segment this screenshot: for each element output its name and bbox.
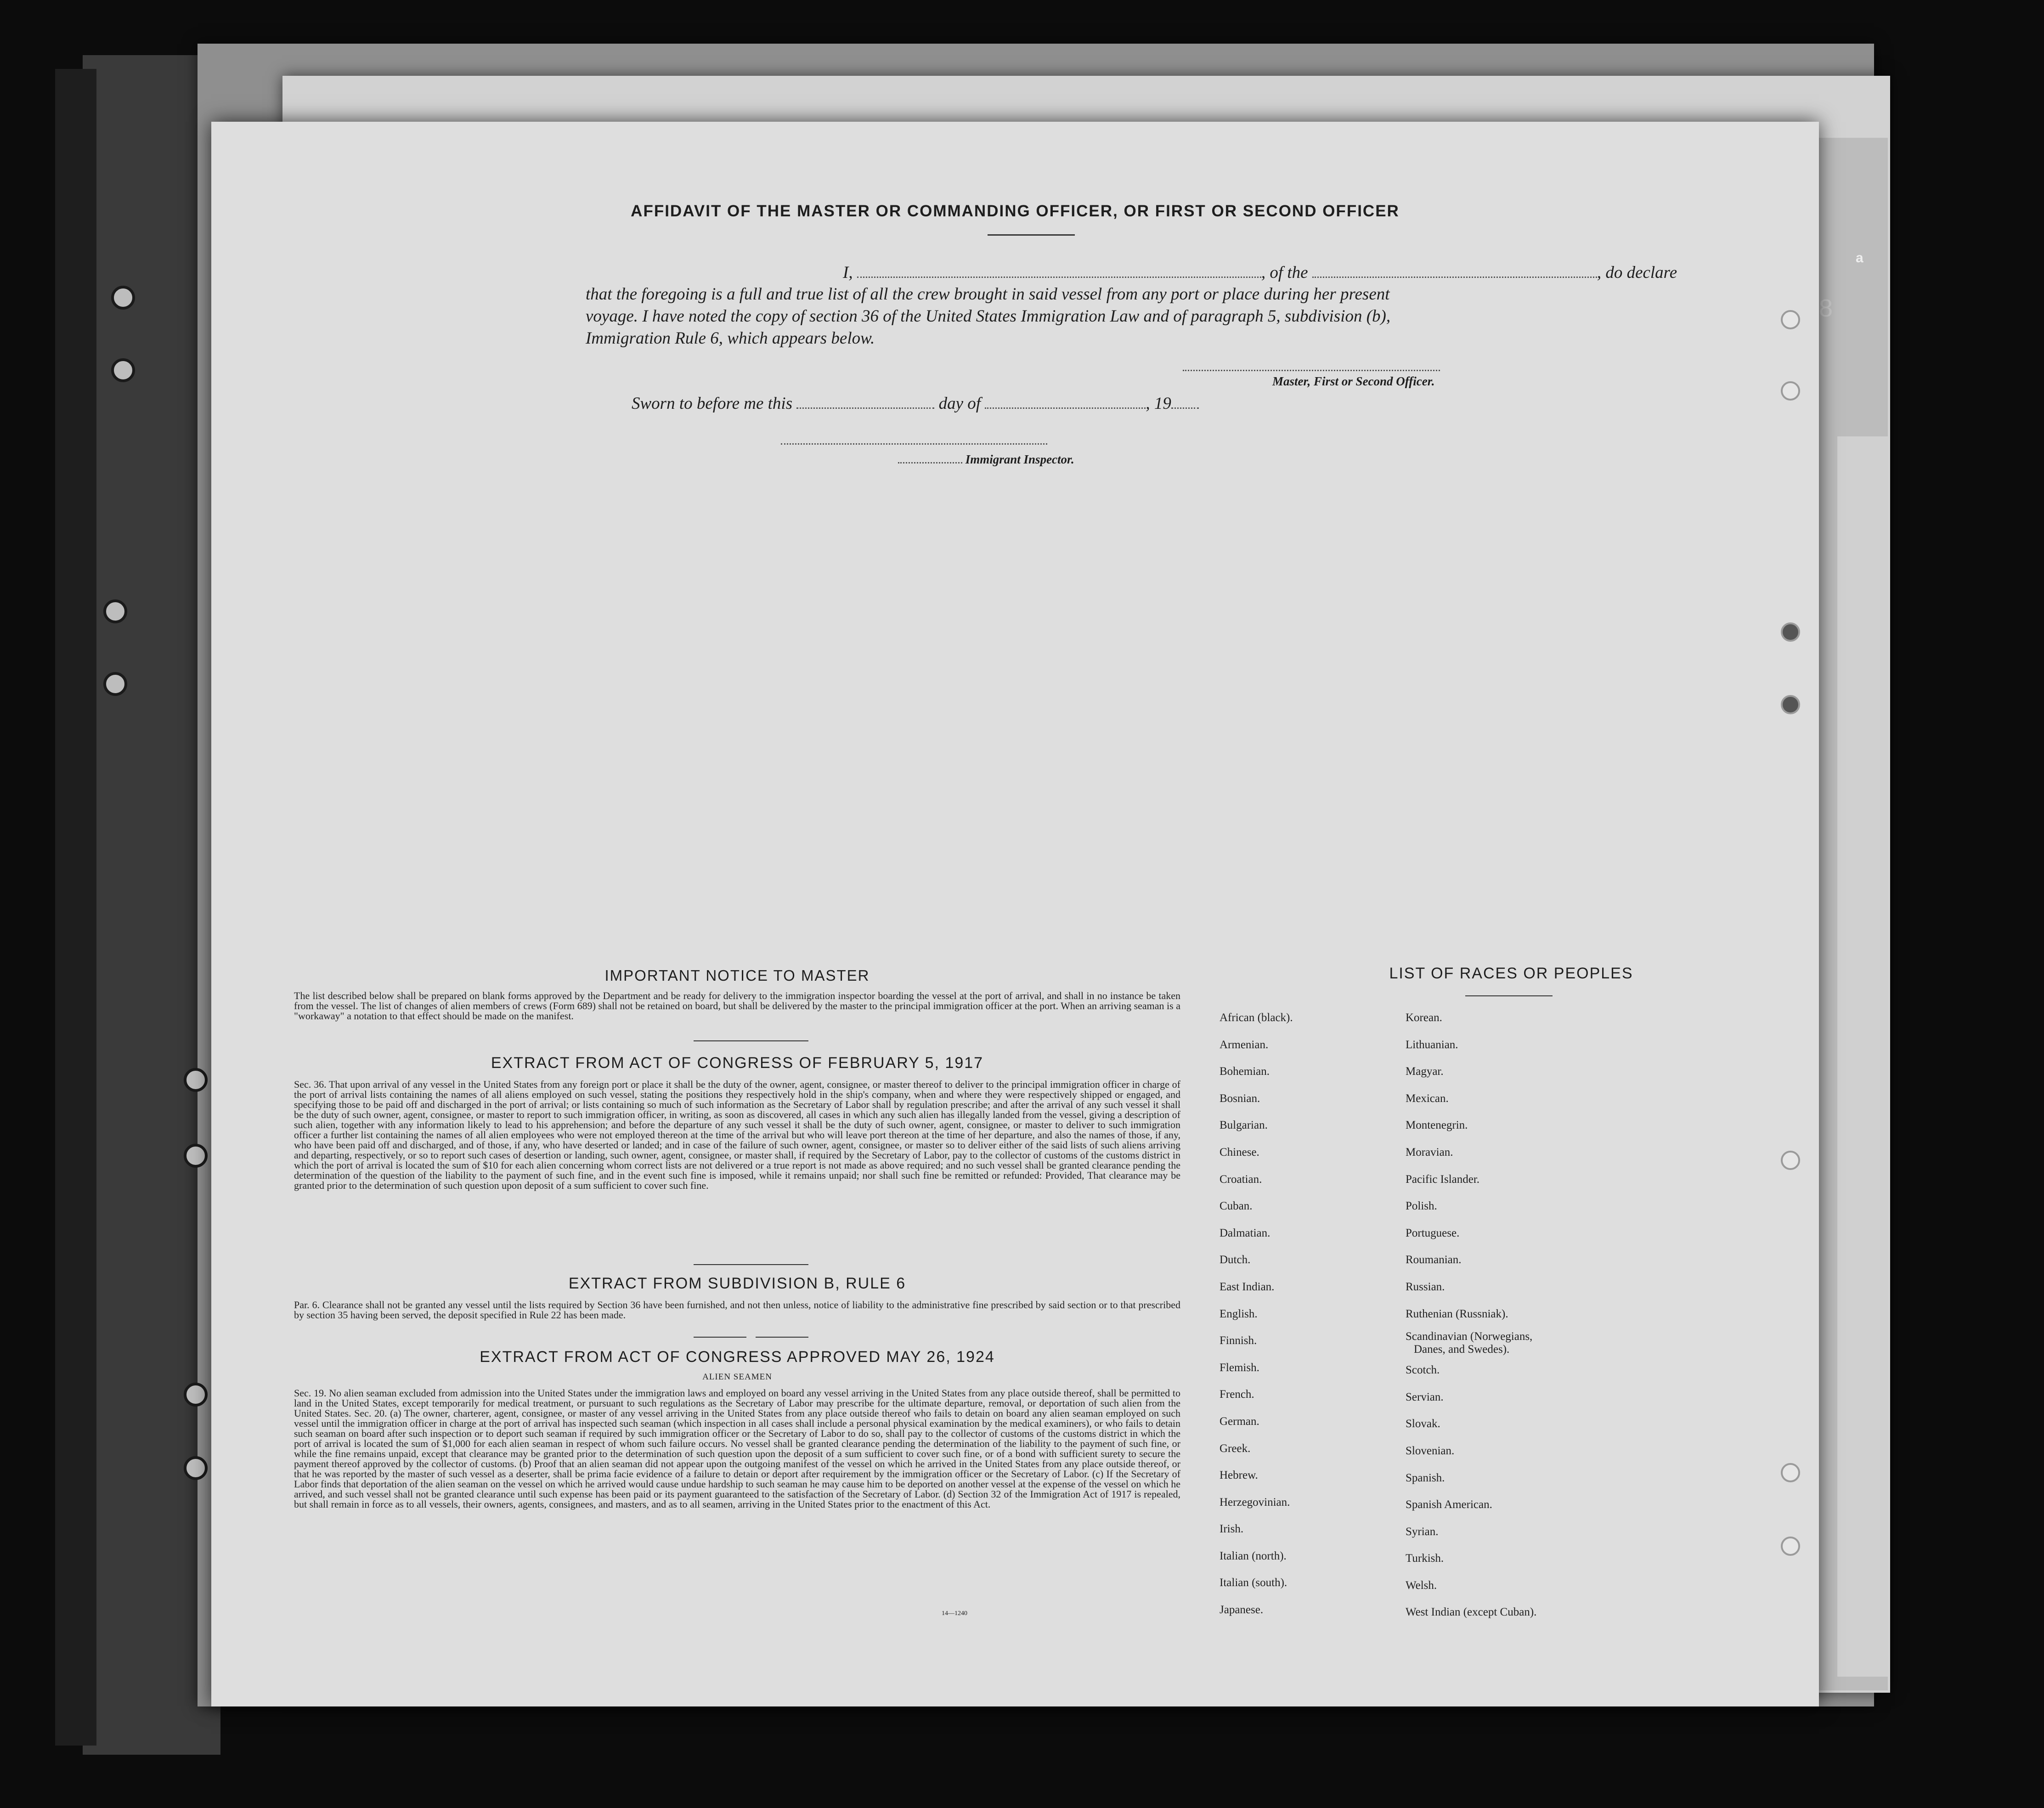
race-item: East Indian. <box>1220 1280 1275 1293</box>
race-item: Slovak. <box>1406 1418 1440 1430</box>
sworn-day-blank[interactable] <box>796 407 934 409</box>
race-item: Russian. <box>1406 1280 1445 1293</box>
extract-1924-body: Sec. 19. No alien seaman excluded from admission into the United States under the immigration laws and employed on board any vessel arriving in the United States from any place outside thereof, shall be permitted to land in the United States, except temporarily for medical treatment, or pursuant to such regulations as the Secretary of Labor may prescribe for the ultimate departure, removal, or deportation of such alien from the United States. Sec. 20. (a) The owner, charterer, agent, consignee, or master of any vessel arriving in the United States from any place outside thereof who fails to detain on board any alien seaman employed on such vessel until the immigration officer in charge at the port of arrival has inspected such seaman (which inspection in all cases shall include a personal physical examination by the medical examiners), or who fails to detain such seaman on board after such inspection or to deport such seaman if required by such immigration officer or the Secretary of Labor to do so, shall pay to the collector of customs of the customs district in which the port of arrival is located the sum of $1,000 for each alien seaman in respect of whom such failure occurs. No vessel shall be granted clearance pending the determination of the liability to the payment of such fine, or while the fine remains unpaid, except that clearance may be granted prior to the determination of such question upon the deposit of a sum sufficient to cover such fine, or of a bond with sufficient surety to secure the payment thereof approved by the collector of customs. (b) Proof that an alien seaman did not appear upon the outgoing manifest of the vessel on which he arrived in the United States from any place outside thereof, or that he was reported by the master of such vessel as a deserter, shall be prima facie evidence of a failure to detain or deport after requirement by the immigration officer or the Secretary of Labor. (c) If the Secretary of Labor finds that deportation of the alien seaman on the vessel on which he arrived would cause undue hardship to such seaman he may cause him to be deported on another vessel at the expense of the vessel on which he arrived, and such vessel shall not be granted clearance until such expense has been paid or its payment guaranteed to the satisfaction of the Secretary of Labor. (d) Section 32 of the Immigration Act of 1917 is repealed, but shall remain in force as to all vessels, their owners, agents, consignees, and masters, and as to all seamen, arriving in the United States prior to the enactment of this Act. <box>294 1387 1180 1510</box>
page-hole <box>1781 1151 1800 1170</box>
race-item: Italian (south). <box>1220 1576 1287 1589</box>
race-item: African (black). <box>1220 1011 1293 1024</box>
binder-hole <box>184 1068 208 1092</box>
margin-digit: 8 <box>1819 294 1833 322</box>
race-item: Roumanian. <box>1406 1254 1462 1266</box>
race-item: Flemish. <box>1220 1361 1259 1374</box>
notice-title: IMPORTANT NOTICE TO MASTER <box>604 967 870 984</box>
race-item: Syrian. <box>1406 1525 1439 1538</box>
extract-rule6-body: Par. 6. Clearance shall not be granted any vessel until the lists required by Section 36 have been furnished, and not then unless, notice of liability to the administrative fine prescribed by said section or to that prescribed by section 35 having been served, the deposit specified in Rule 22 has been made. <box>294 1299 1180 1321</box>
inspector-signature-blank[interactable] <box>781 443 1047 445</box>
form-number: 14—1240 <box>942 1610 967 1617</box>
sworn-line <box>632 393 1550 415</box>
race-item: Polish. <box>1406 1200 1437 1213</box>
race-item: Finnish. <box>1220 1334 1257 1347</box>
binder-hole <box>184 1456 208 1480</box>
race-item: Italian (north). <box>1220 1549 1287 1562</box>
master-signature-blank[interactable] <box>1183 370 1440 371</box>
race-item: Hebrew. <box>1220 1469 1258 1482</box>
binder-hole <box>103 672 127 696</box>
section-divider <box>756 1337 808 1338</box>
race-item: Cuban. <box>1220 1200 1253 1213</box>
race-item: Welsh. <box>1406 1579 1437 1592</box>
year-label: , 19 <box>1146 394 1171 413</box>
race-item: Spanish American. <box>1406 1498 1492 1511</box>
race-item: Moravian. <box>1406 1146 1453 1158</box>
section-divider <box>694 1264 808 1265</box>
binder-spine <box>55 69 96 1746</box>
race-item: Portuguese. <box>1406 1226 1460 1239</box>
race-item: Korean. <box>1406 1011 1442 1024</box>
extract-1924-subtitle: ALIEN SEAMEN <box>702 1372 772 1382</box>
race-item: Pacific Islander. <box>1406 1173 1480 1186</box>
races-right-column <box>1406 1005 1536 1626</box>
i-label: I, <box>843 263 853 282</box>
race-item: Magyar. <box>1406 1065 1444 1078</box>
extract-1917-title: EXTRACT FROM ACT OF CONGRESS OF FEBRUARY 5, 1917 <box>491 1054 984 1072</box>
race-item: West Indian (except Cuban). <box>1406 1606 1537 1619</box>
page-hole <box>1781 622 1800 642</box>
of-the-label: , of the <box>1261 263 1308 282</box>
race-item: Armenian. <box>1220 1038 1269 1051</box>
inspector-label: Immigrant Inspector. <box>965 452 1074 466</box>
race-item: Bulgarian. <box>1220 1119 1268 1132</box>
race-item: Montenegrin. <box>1406 1119 1468 1132</box>
inspector-line <box>898 452 1074 467</box>
races-left-column <box>1220 1005 1293 1624</box>
race-item: English. <box>1220 1307 1258 1320</box>
vessel-blank[interactable] <box>1312 277 1597 278</box>
binder-hole <box>184 1144 208 1168</box>
master-signature-label: Master, First or Second Officer. <box>1272 374 1435 388</box>
race-item: Ruthenian (Russniak). <box>1406 1307 1508 1320</box>
page-hole <box>1781 1463 1800 1482</box>
name-blank[interactable] <box>857 277 1261 278</box>
day-of-label: day of <box>938 394 981 413</box>
binder-hole <box>111 358 135 382</box>
race-item: Mexican. <box>1406 1092 1449 1105</box>
affidavit-title: AFFIDAVIT OF THE MASTER OR COMMANDING OFFICER, OR FIRST OR SECOND OFFICER <box>631 202 1400 220</box>
page-hole <box>1781 695 1800 714</box>
sworn-year-blank[interactable] <box>1171 407 1199 409</box>
declaration-line-4: Immigration Rule 6, which appears below. <box>586 329 875 348</box>
race-item: Croatian. <box>1220 1173 1262 1186</box>
extract-1924-title: EXTRACT FROM ACT OF CONGRESS APPROVED MAY 26, 1924 <box>480 1348 995 1366</box>
page-hole <box>1781 381 1800 401</box>
margin-letter: a <box>1856 250 1863 266</box>
do-declare-label: , do declare <box>1597 263 1677 282</box>
right-edge-strip-2 <box>1837 436 1888 1677</box>
race-item: Japanese. <box>1220 1604 1264 1616</box>
page-hole <box>1781 1537 1800 1556</box>
race-item: Turkish. <box>1406 1552 1444 1565</box>
race-item: Danes, and Swedes). <box>1414 1343 1510 1356</box>
races-title: LIST OF RACES OR PEOPLES <box>1389 965 1633 982</box>
declaration-line-2: that the foregoing is a full and true list of all the crew brought in said vessel from any port or place during her present <box>586 285 1390 304</box>
race-item: Lithuanian. <box>1406 1038 1458 1051</box>
extract-1917-body: Sec. 36. That upon arrival of any vessel in the United States from any foreign port or place it shall be the duty of the owner, agent, consignee, or master thereof to deliver to the principal immigration officer in charge of the port of arrival lists containing the names of all aliens employed on such vessel, stating the positions they respectively hold in the ship's company, when and where they were respectively shipped or engaged, and specifying those to be paid off and discharged in the port of arrival; or lists containing so much of such information as the Secretary of Labor shall by regulation prescribe; and after the arrival of any such vessel it shall be the duty of such owner, agent, consignee, or master to report to such immigration officer, in writing, as soon as discovered, all cases in which any such alien has illegally landed from the vessel, giving a description of such alien, together with any information likely to lead to his apprehension; and before the departure of any such vessel it shall be the duty of such owner, agent, consignee, or master to deliver to such immigration officer a further list containing the names of all alien employees who were not employed thereon at the time of the arrival but who will leave port thereon at the time of her departure, and also the names of those, if any, who have been paid off and discharged, and of those, if any, who have deserted or landed; and in case of the failure of such owner, agent, consignee, or master so to deliver either of the said lists of such aliens arriving and departing, respectively, or so to report such cases of desertion or landing, such owner, agent, consignee, or master shall, if required by the Secretary of Labor, pay to the collector of customs of the customs district in which the port of arrival is located the sum of $10 for each alien concerning whom correct lists are not delivered or a true report is not made as above required; and no such vessel shall be granted clearance pending the determination of the question of the liability to the payment of such fine, and in the event such fine is imposed, while it remains unpaid; nor shall such fine be remitted or refunded: Provided, That clearance may be granted prior to the determination of such question upon deposit of a sum sufficient to cover such fine. <box>294 1079 1180 1191</box>
declaration-line-3: voyage. I have noted the copy of section 36 of the United States Immigration Law and of paragraph 5, subdivision (b), <box>586 307 1391 326</box>
race-item: Bohemian. <box>1220 1065 1270 1078</box>
race-item: French. <box>1220 1388 1254 1401</box>
race-item: Servian. <box>1406 1390 1444 1403</box>
race-item: Spanish. <box>1406 1471 1445 1484</box>
race-item: Chinese. <box>1220 1146 1259 1158</box>
race-item: Dutch. <box>1220 1254 1251 1266</box>
race-item: Greek. <box>1220 1442 1251 1455</box>
inspector-blank[interactable] <box>898 462 962 463</box>
races-title-divider <box>1465 995 1553 996</box>
race-item: Slovenian. <box>1406 1444 1455 1457</box>
extract-rule6-title: EXTRACT FROM SUBDIVISION B, RULE 6 <box>568 1275 906 1292</box>
binder-hole <box>103 599 127 623</box>
affidavit-page <box>211 122 1819 1706</box>
binder-hole <box>111 286 135 310</box>
race-item: Scandinavian (Norwegians, <box>1406 1330 1533 1343</box>
binder-hole <box>184 1383 208 1407</box>
race-item: Dalmatian. <box>1220 1226 1270 1239</box>
section-divider <box>694 1337 746 1338</box>
section-divider <box>694 1040 808 1041</box>
notice-body: The list described below shall be prepared on blank forms approved by the Department and be ready for delivery to the immigration inspector boarding the vessel at the port of arrival, and shall in no instance be taken from the vessel. The list of changes of alien members of crews (Form 689) shall not be retained on board, but shall be delivered by the master to the principal immigration officer at the port. When an arriving seaman is a "workaway" a notation to that effect should be made on the manifest. <box>294 990 1180 1022</box>
sworn-month-blank[interactable] <box>985 407 1146 409</box>
declaration-line-1 <box>586 262 1697 284</box>
race-item: Irish. <box>1220 1523 1244 1536</box>
race-item: Scotch. <box>1406 1364 1440 1377</box>
race-item: Bosnian. <box>1220 1092 1260 1105</box>
race-item: German. <box>1220 1415 1259 1428</box>
page-hole <box>1781 310 1800 329</box>
title-divider <box>988 234 1075 236</box>
race-item: Herzegovinian. <box>1220 1496 1290 1509</box>
sworn-label: Sworn to before me this <box>632 394 793 413</box>
